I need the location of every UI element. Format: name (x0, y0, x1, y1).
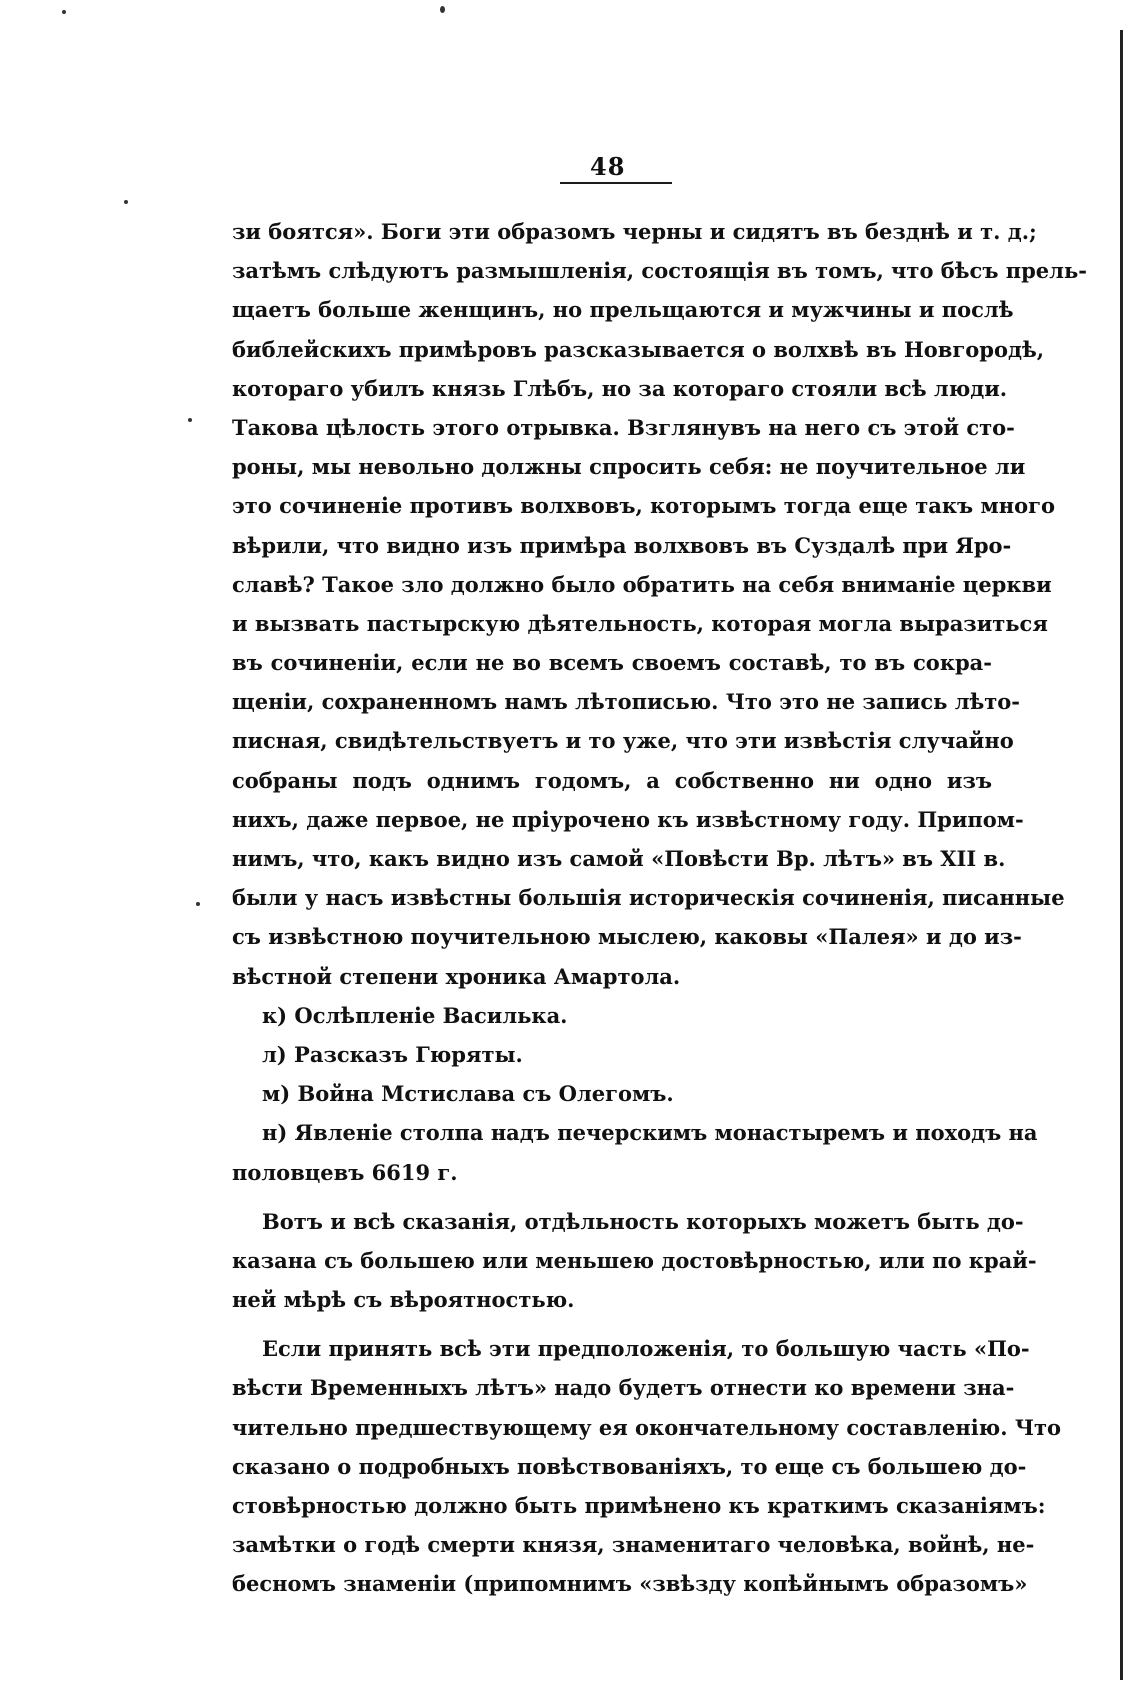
paragraph-1 (232, 212, 1087, 996)
text-line: щеніи, сохраненномъ намъ лѣтописью. Что это не запись лѣто- (232, 689, 1021, 715)
paragraph-gap (232, 1319, 992, 1329)
scan-speck (62, 10, 66, 14)
text-line: замѣтки о годѣ смерти князя, знаменитаго человѣка, войнѣ, не- (232, 1532, 1035, 1558)
text-line: котораго убилъ князь Глѣбъ, но за котораго стояли всѣ люди. (232, 375, 1008, 401)
text-line: затѣмъ слѣдуютъ размышленія, состоящія въ томъ, что бѣсъ прель- (232, 258, 1087, 284)
scan-speck (188, 418, 192, 422)
paragraph-gap (232, 1192, 992, 1202)
scan-speck (124, 200, 128, 204)
text-line: въ сочиненіи, если не во всемъ своемъ составѣ, то въ сокра- (232, 650, 992, 676)
text-line: казана съ большею или меньшею достовѣрностью, или по край- (232, 1247, 1037, 1273)
list-item-continuation: половцевъ 6619 г. (232, 1159, 458, 1185)
page-number: 48 (590, 152, 626, 181)
page-body (232, 212, 1087, 1604)
paragraph-2 (232, 1202, 1037, 1320)
list-item: к) Ослѣпленіе Василька. (262, 1002, 568, 1028)
text-line: Вотъ и всѣ сказанія, отдѣльность которыхъ можетъ быть до- (262, 1208, 1024, 1234)
text-line: славѣ? Такое зло должно было обратить на себя вниманіе церкви (232, 571, 1052, 597)
scan-speck (196, 902, 200, 906)
paragraph-3 (232, 1329, 1062, 1603)
text-line: бесномъ знаменіи (припомнимъ «звѣзду копѣйнымъ образомъ» (232, 1571, 1028, 1597)
text-line: нихъ, даже первое, не пріурочено къ извѣстному году. Припом- (232, 806, 1024, 832)
scan-speck (440, 6, 445, 13)
text-line: собраны подъ однимъ годомъ, а собственно ни одно изъ (232, 767, 992, 793)
list-item: л) Разсказъ Гюряты. (262, 1041, 523, 1067)
text-line: нимъ, что, какъ видно изъ самой «Повѣсти Вр. лѣтъ» въ XII в. (232, 846, 1006, 871)
text-line: писная, свидѣтельствуетъ и то уже, что эти извѣстія случайно (232, 728, 1014, 754)
text-line: были у насъ извѣстны большія историческія сочиненія, писанные (232, 885, 1065, 911)
text-line: стовѣрностью должно быть примѣнено къ краткимъ сказаніямъ: (232, 1493, 1046, 1518)
text-line: сказано о подробныхъ повѣствованіяхъ, то еще съ большею до- (232, 1453, 1027, 1479)
list-item: н) Явленіе столпа надъ печерскимъ монастыремъ и походъ на (262, 1120, 1038, 1146)
header-rule (560, 182, 672, 184)
text-line: щаетъ больше женщинъ, но прельщаются и мужчины и послѣ (232, 297, 1014, 323)
enumerated-list (232, 996, 1038, 1192)
text-line: вѣрили, что видно изъ примѣра волхвовъ въ Суздалѣ при Яро- (232, 532, 1012, 558)
text-line: съ извѣстною поучительною мыслею, каковы «Палея» и до из- (232, 924, 1022, 950)
text-line: роны, мы невольно должны спросить себя: не поучительное ли (232, 454, 1026, 480)
text-line: библейскихъ примѣровъ разсказывается о волхвѣ въ Новгородѣ, (232, 336, 1045, 362)
text-line: Такова цѣлость этого отрывка. Взглянувъ на него съ этой сто- (232, 414, 1015, 440)
text-line: чительно предшествующему ея окончательному составленію. Что (232, 1414, 1062, 1440)
text-line: это сочиненіе противъ волхвовъ, которымъ тогда еще такъ много (232, 493, 1055, 519)
text-line: вѣсти Временныхъ лѣтъ» надо будетъ отнести ко времени зна- (232, 1375, 1015, 1401)
text-line: зи боятся». Боги эти образомъ черны и сидятъ въ безднѣ и т. д.; (232, 219, 1037, 244)
text-line: Если принять всѣ эти предположенія, то большую часть «По- (262, 1336, 1030, 1362)
text-line: ней мѣрѣ съ вѣроятностью. (232, 1287, 575, 1313)
text-line: вѣстной степени хроника Амартола. (232, 963, 681, 989)
scan-margin-line (1120, 30, 1123, 1680)
list-item: м) Война Мстислава съ Олегомъ. (262, 1081, 674, 1107)
text-line: и вызвать пастырскую дѣятельность, которая могла выразиться (232, 610, 1048, 636)
